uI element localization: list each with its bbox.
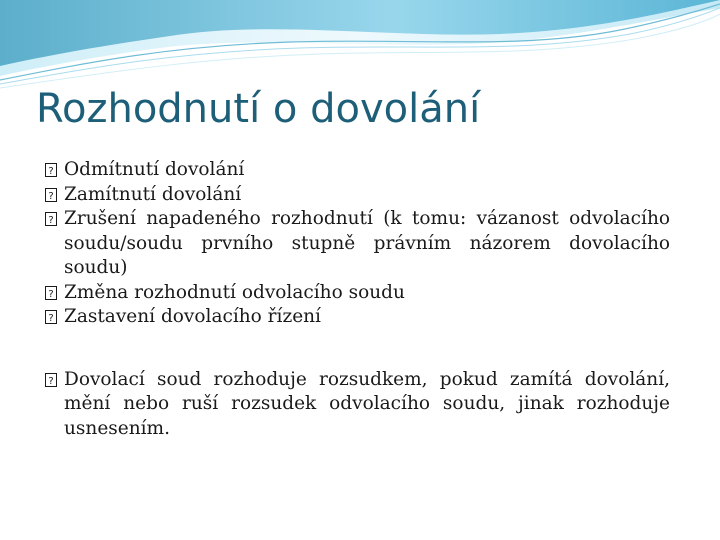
list-item bbox=[45, 183, 670, 208]
missing-glyph-icon bbox=[45, 188, 57, 202]
missing-glyph-icon bbox=[45, 286, 57, 300]
svg-text:?: ? bbox=[48, 166, 54, 177]
missing-glyph-icon bbox=[45, 310, 57, 324]
wave-decoration bbox=[0, 0, 720, 92]
svg-text:?: ? bbox=[48, 190, 54, 202]
svg-text:?: ? bbox=[48, 215, 54, 226]
svg-text:?: ? bbox=[48, 313, 54, 324]
paragraph bbox=[45, 368, 670, 442]
list-item bbox=[45, 158, 670, 183]
list-item bbox=[45, 281, 670, 306]
slide-title: Rozhodnutí o dovolání bbox=[36, 86, 481, 132]
svg-text:?: ? bbox=[48, 375, 54, 387]
list-item-text: Změna rozhodnutí odvolacího soudu bbox=[64, 281, 405, 303]
list-item bbox=[45, 305, 670, 330]
list-item-text: Zamítnutí dovolání bbox=[64, 183, 242, 205]
svg-text:?: ? bbox=[48, 288, 54, 300]
list-item-text: Zrušení napadeného rozhodnutí (k tomu: vázanost odvolacího soudu/soudu prvního stupně právním názorem dovolacího soudu) bbox=[64, 208, 670, 278]
spacer bbox=[45, 330, 670, 368]
paragraph-text: Dovolací soud rozhoduje rozsudkem, pokud zamítá dovolání, mění nebo ruší rozsudek odvolacího soudu, jinak rozhoduje usnesením. bbox=[64, 368, 670, 439]
list-item-text: Odmítnutí dovolání bbox=[64, 159, 245, 180]
slide-body bbox=[45, 158, 670, 441]
missing-glyph-icon bbox=[45, 212, 57, 226]
missing-glyph-icon bbox=[45, 163, 57, 177]
list-item bbox=[45, 207, 670, 281]
list-item-text: Zastavení dovolacího řízení bbox=[64, 306, 321, 327]
missing-glyph-icon bbox=[45, 373, 57, 387]
